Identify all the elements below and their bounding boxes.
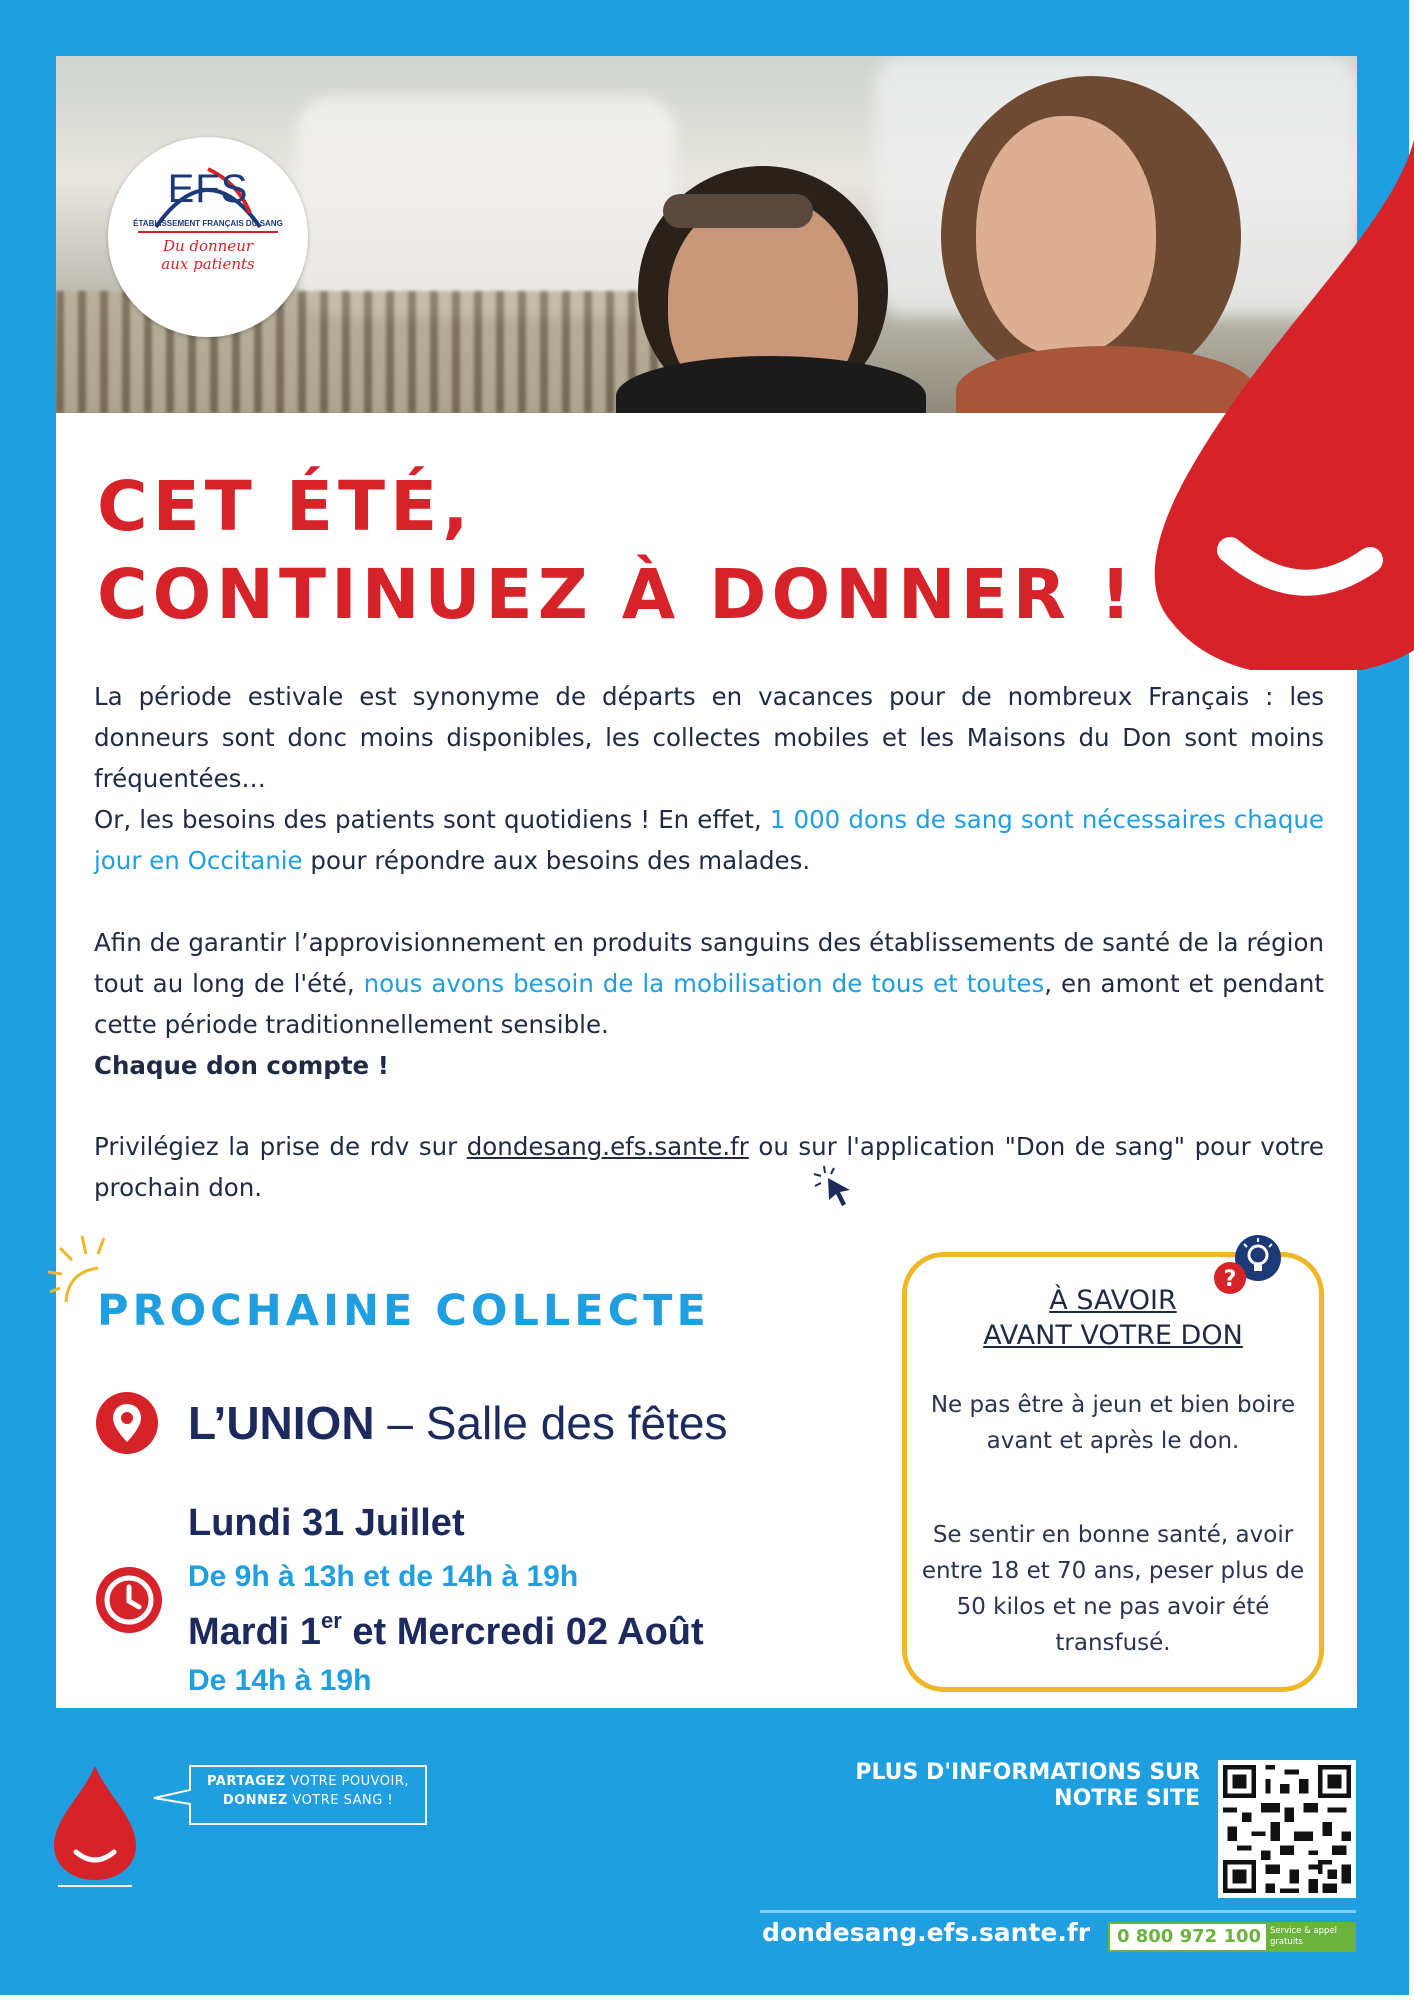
svg-text:?: ? [1223, 1267, 1237, 1292]
headline-line2: CONTINUEZ À DONNER ! [97, 555, 1137, 635]
collecte-date-2 [188, 1608, 704, 1654]
efs-logo [108, 137, 308, 337]
highlight-text: 1 000 dons de sang sont nécessaires chaque jour en Occitanie [94, 805, 1324, 875]
paragraph-appointment [94, 1126, 1324, 1208]
clock-icon [96, 1567, 162, 1633]
savoir-title-line1: À SAVOIR [1049, 1285, 1177, 1316]
savoir-title-line2: AVANT VOTRE DON [983, 1320, 1243, 1351]
person-right-face [976, 116, 1156, 356]
text: Afin de garantir l’approvisionnement en produits sanguins des établissements de santé de la région tout au long de l'été, [94, 928, 1324, 998]
ordinal-suffix: er [321, 1608, 342, 1633]
slogan [190, 1772, 426, 1810]
text: VOTRE SANG ! [287, 1793, 394, 1808]
savoir-box [902, 1252, 1324, 1692]
footer-site-link[interactable]: dondesang.efs.sante.fr [762, 1918, 1091, 1947]
text: VOTRE POUVOIR, [285, 1774, 410, 1789]
bold-text: Chaque don compte ! [94, 1051, 389, 1080]
logo-acronym: EFS [167, 167, 249, 211]
collecte-time-1: De 9h à 13h et de 14h à 19h [188, 1560, 579, 1593]
bold-text: DONNEZ [222, 1793, 288, 1808]
paragraph-summer [94, 676, 1324, 881]
text: , en amont et pendant cette période traditionnellement sensible. [94, 969, 1325, 1039]
highlight-text: nous avons besoin de la mobilisation de tous et toutes [363, 969, 1045, 998]
blood-drop-icon [1150, 140, 1414, 670]
info-title-line2: NOTRE SITE [1054, 1786, 1200, 1811]
headline-line1: CET ÉTÉ, [97, 467, 474, 547]
footer-divider [760, 1910, 1356, 1913]
photo-background [296, 96, 676, 316]
paragraph-summer-b [94, 799, 1324, 881]
phone-badge[interactable] [1108, 1922, 1356, 1952]
info-title-line1: PLUS D'INFORMATIONS SUR [855, 1760, 1200, 1785]
slogan-line2 [190, 1791, 426, 1810]
text: Or, les besoins des patients sont quotidiens ! En effet, [94, 805, 770, 834]
logo-tagline [128, 237, 288, 273]
paragraph-supply [94, 922, 1324, 1086]
collecte-date-1: Lundi 31 Juillet [188, 1502, 465, 1544]
location-pin-icon [96, 1392, 158, 1454]
lightbulb-question-icon [1210, 1234, 1282, 1300]
paragraph-supply-a [94, 922, 1324, 1045]
bold-text: PARTAGEZ [206, 1774, 286, 1789]
cursor-click-icon [810, 1162, 856, 1208]
text: ou sur l'application "Don de sang" pour votre prochain don. [94, 1132, 1324, 1202]
phone-number: 0 800 972 100 [1116, 1926, 1262, 1947]
phone-note: Service & appel gratuits [1266, 1924, 1354, 1950]
headline [97, 463, 1136, 639]
location-venue: – Salle des fêtes [374, 1397, 728, 1449]
location-town: L’UNION [188, 1397, 375, 1449]
info-title [760, 1760, 1200, 1812]
logo-divider [138, 231, 278, 233]
sunglasses [663, 194, 813, 228]
logo-full-name: ÉTABLISSEMENT FRANÇAIS DU SANG [133, 219, 283, 228]
collecte-location [188, 1396, 727, 1450]
logo-tagline-line1: Du donneur [162, 237, 254, 255]
slogan-line1 [190, 1772, 426, 1791]
blood-drop-icon [52, 1766, 138, 1888]
savoir-tip-2: Se sentir en bonne santé, avoir entre 18 et 70 ans, peser plus de 50 kilos et ne pas avoir été transfusé. [921, 1522, 1305, 1656]
text: Privilégiez la prise de rdv sur [94, 1132, 467, 1161]
text: pour répondre aux besoins des malades. [302, 846, 811, 875]
website-link[interactable]: dondesang.efs.sante.fr [466, 1132, 749, 1161]
qr-code[interactable] [1218, 1760, 1356, 1898]
paragraph-supply-bold [94, 1045, 1324, 1086]
page-edge-bottom [0, 1995, 1414, 2000]
text: et Mercredi 02 Août [341, 1611, 704, 1653]
collecte-title: PROCHAINE COLLECTE [97, 1286, 710, 1336]
savoir-tip-1: Ne pas être à jeun et bien boire avant et après le don. [930, 1392, 1296, 1454]
text: Mardi 1 [188, 1611, 322, 1653]
collecte-time-2: De 14h à 19h [188, 1664, 372, 1697]
paragraph-summer-a: La période estivale est synonyme de départs en vacances pour de nombreux Français : les donneurs sont donc moins disponibles, les collectes mobiles et les Maisons du Don sont moins fréquentées… [94, 682, 1324, 793]
logo-tagline-line2: aux patients [161, 255, 255, 273]
